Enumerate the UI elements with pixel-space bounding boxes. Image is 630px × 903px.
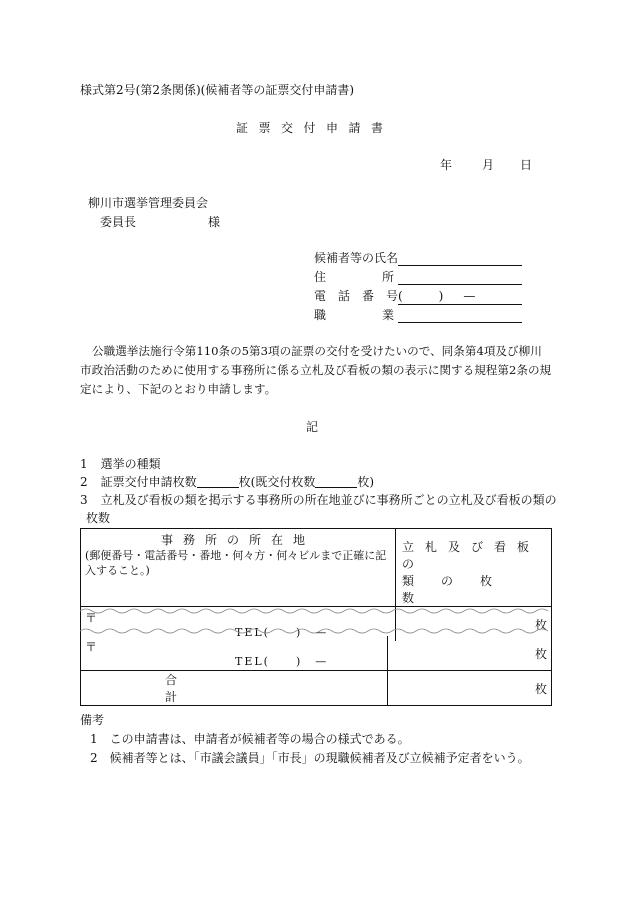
- addressee-honorific: 様: [208, 215, 221, 229]
- item-3-text: 立札及び看板の類を掲示する事務所の所在地並びに事務所ごとの立札及び看板の類の: [100, 493, 557, 507]
- total-label: 合計: [165, 672, 286, 704]
- applicant-phone-field[interactable]: [398, 287, 522, 305]
- item-2-text-a: 証票交付申請枚数: [100, 475, 197, 489]
- note-1-number: 1: [90, 732, 98, 746]
- table-total-row: [81, 670, 552, 705]
- postal-mark: 〒: [85, 611, 98, 625]
- item-1: [80, 455, 161, 472]
- body-paragraph: 公職選挙法施行令第110条の5第3項の証票の交付を受けたいので、同条第4項及び柳川市政治活動のために使用する事務所に係る立札及び看板の類の表示に関する規程第2条の規定により、下記のとおり申請します。: [80, 344, 552, 396]
- note-1: [90, 730, 410, 747]
- date-month: 月: [482, 158, 495, 172]
- total-label-cell: [81, 670, 388, 705]
- applicant-occupation-row: [314, 306, 522, 323]
- item-2-count-field[interactable]: [197, 475, 239, 488]
- item-2: [80, 473, 374, 490]
- table-break-top-icon: [80, 605, 552, 619]
- table-header-location-title: 事務所の所在地: [160, 533, 315, 547]
- table-header-count-line1: 立札及び看板の: [402, 540, 541, 571]
- item-2-prior-count-field[interactable]: [315, 475, 357, 488]
- item-1-number: 1: [80, 457, 88, 471]
- ki-heading: 記: [306, 420, 319, 434]
- office-tel: TEL( ) —: [235, 655, 329, 668]
- note-1-text: この申請書は、申請者が候補者等の場合の様式である。: [109, 732, 410, 746]
- applicant-name-label: 候補者等の氏名: [314, 251, 399, 265]
- addressee-person: [100, 213, 220, 230]
- office-location-cell[interactable]: [81, 636, 388, 670]
- table-break-bottom-icon: [80, 623, 552, 637]
- addressee-title: 委員長: [100, 215, 137, 229]
- count-unit: 枚: [534, 618, 547, 632]
- item-2-text-c: 枚): [357, 475, 375, 489]
- applicant-address-row: [314, 268, 522, 285]
- applicant-occupation-field[interactable]: [398, 306, 522, 323]
- item-3-number: 3: [80, 493, 88, 507]
- notes-heading: 備考: [80, 713, 105, 727]
- office-table-bottom: [80, 636, 552, 706]
- applicant-address-field[interactable]: [398, 268, 522, 285]
- applicant-phone-format: ( ) —: [398, 289, 480, 303]
- office-tel: TEL( ) —: [235, 626, 329, 639]
- date-line: [440, 156, 532, 173]
- applicant-address-label: 住所: [314, 270, 451, 284]
- form-number: 様式第2号(第2条関係)(候補者等の証票交付申請書): [80, 83, 354, 97]
- item-1-text: 選挙の種類: [100, 457, 161, 471]
- applicant-phone-row: [314, 287, 522, 305]
- table-header-location: [81, 529, 396, 607]
- count-unit: 枚: [534, 681, 547, 696]
- table-header-location-note: (郵便番号・電話番号・番地・何々方・何々ビルまで正確に記入すること。): [85, 549, 387, 577]
- item-2-text-b: 枚(既交付枚数: [238, 475, 316, 489]
- date-day: 日: [520, 158, 533, 172]
- table-header-count-line2: 類の枚数: [402, 574, 520, 605]
- addressee-org: 柳川市選挙管理委員会: [88, 196, 209, 210]
- applicant-name-row: [314, 249, 522, 266]
- count-unit: 枚: [534, 647, 547, 661]
- table-header-count: [396, 529, 552, 607]
- office-count-cell[interactable]: [388, 636, 552, 670]
- item-3-continuation: 枚数: [86, 511, 111, 525]
- applicant-phone-label: 電話番号: [314, 289, 411, 303]
- total-count-cell[interactable]: [388, 670, 552, 705]
- date-year: 年: [440, 158, 453, 172]
- document-title: 証票交付申請書: [236, 121, 394, 135]
- applicant-occupation-label: 職業: [314, 308, 451, 322]
- note-2-text: 候補者等とは、「市議会議員」「市長」の現職候補者及び立候補予定者をいう。: [109, 751, 530, 765]
- applicant-name-field[interactable]: [398, 249, 522, 266]
- postal-mark: 〒: [85, 640, 98, 654]
- note-2-number: 2: [90, 751, 98, 765]
- table-row: [81, 636, 552, 670]
- item-2-number: 2: [80, 475, 88, 489]
- note-2: [90, 749, 530, 766]
- item-3: [80, 491, 557, 508]
